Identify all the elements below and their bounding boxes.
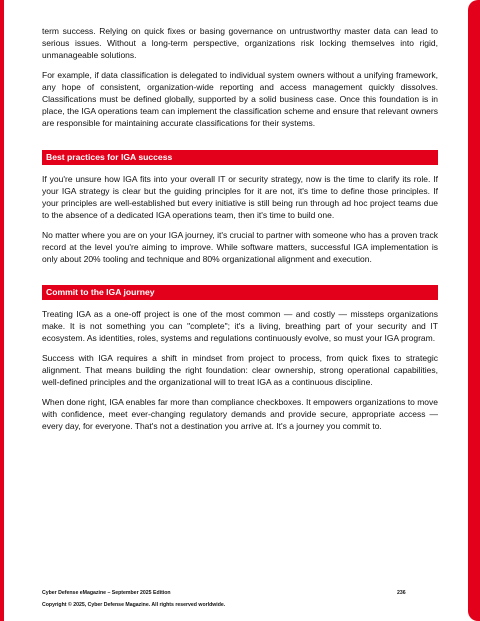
footer-copyright: Copyright © 2025, Cyber Defense Magazine. All rights reserved worldwide. — [42, 602, 226, 608]
commit-paragraph-2: Success with IGA requires a shift in mindset from project to process, from quick fixes to strategic alignment. That means building the right foundation: clear ownership, strong operational capabilities, well-defined principles and the organizational will to treat IGA as a continuous discipline. — [42, 353, 438, 387]
article-body — [42, 25, 438, 440]
section-spacer — [42, 137, 438, 150]
best-practices-paragraph-1: If you're unsure how IGA fits into your overall IT or security strategy, now is the time to clarify its role. If your IGA strategy is clear but the guiding principles for it are not, it's time to define those principles. If your principles are well-established but every initiative is still being run through ad hoc project teams due to the absence of a dedicated IGA operations team, then it's time to build one. — [42, 174, 438, 220]
commit-paragraph-1: Treating IGA as a one-off project is one of the most common — and costly — missteps organizations make. It is not something you can "complete"; it's a living, breathing part of your security and IT ecosystem. As identities, roles, systems and regulations continuously evolve, so must your IGA program. — [42, 309, 438, 343]
right-accent-bar — [468, 0, 480, 621]
intro-paragraph-1: term success. Relying on quick fixes or basing governance on untrustworthy master data can lead to serious issues. Without a long-term perspective, organizations risk locking themselves into rigid, unmanageable solutions. — [42, 26, 438, 60]
intro-paragraph-2: For example, if data classification is delegated to individual system owners without a unifying framework, any hope of consistent, organization-wide reporting and access management quickly dissolves. Classifications must be defined globally, supported by a solid business case. Once this foundation is in place, the IGA operations team can implement the classification scheme and ensure that relevant owners are responsible for maintaining accurate classifications for their systems. — [42, 70, 438, 128]
footer-edition: Cyber Defense eMagazine – September 2025 Edition — [42, 590, 171, 596]
best-practices-paragraph-2: No matter where you are on your IGA journey, it's crucial to partner with someone who has a proven track record at the level you're aiming to improve. While software matters, successful IGA implementation is only about 20% tooling and technique and 80% organizational alignment and execution. — [42, 230, 438, 264]
left-accent-bar — [0, 0, 4, 621]
section-heading-best-practices: Best practices for IGA success — [42, 150, 438, 165]
commit-paragraph-3: When done right, IGA enables far more than compliance checkboxes. It empowers organizations to move with confidence, meet ever-changing regulatory demands and provide secure, appropriate access — every day, for everyone. That's not a destination you arrive at. It's a journey you commit to. — [42, 397, 438, 431]
section-heading-commit: Commit to the IGA journey — [42, 285, 438, 300]
footer-edition-line — [42, 590, 438, 596]
section-spacer — [42, 273, 438, 285]
page-number: 236 — [397, 590, 406, 596]
